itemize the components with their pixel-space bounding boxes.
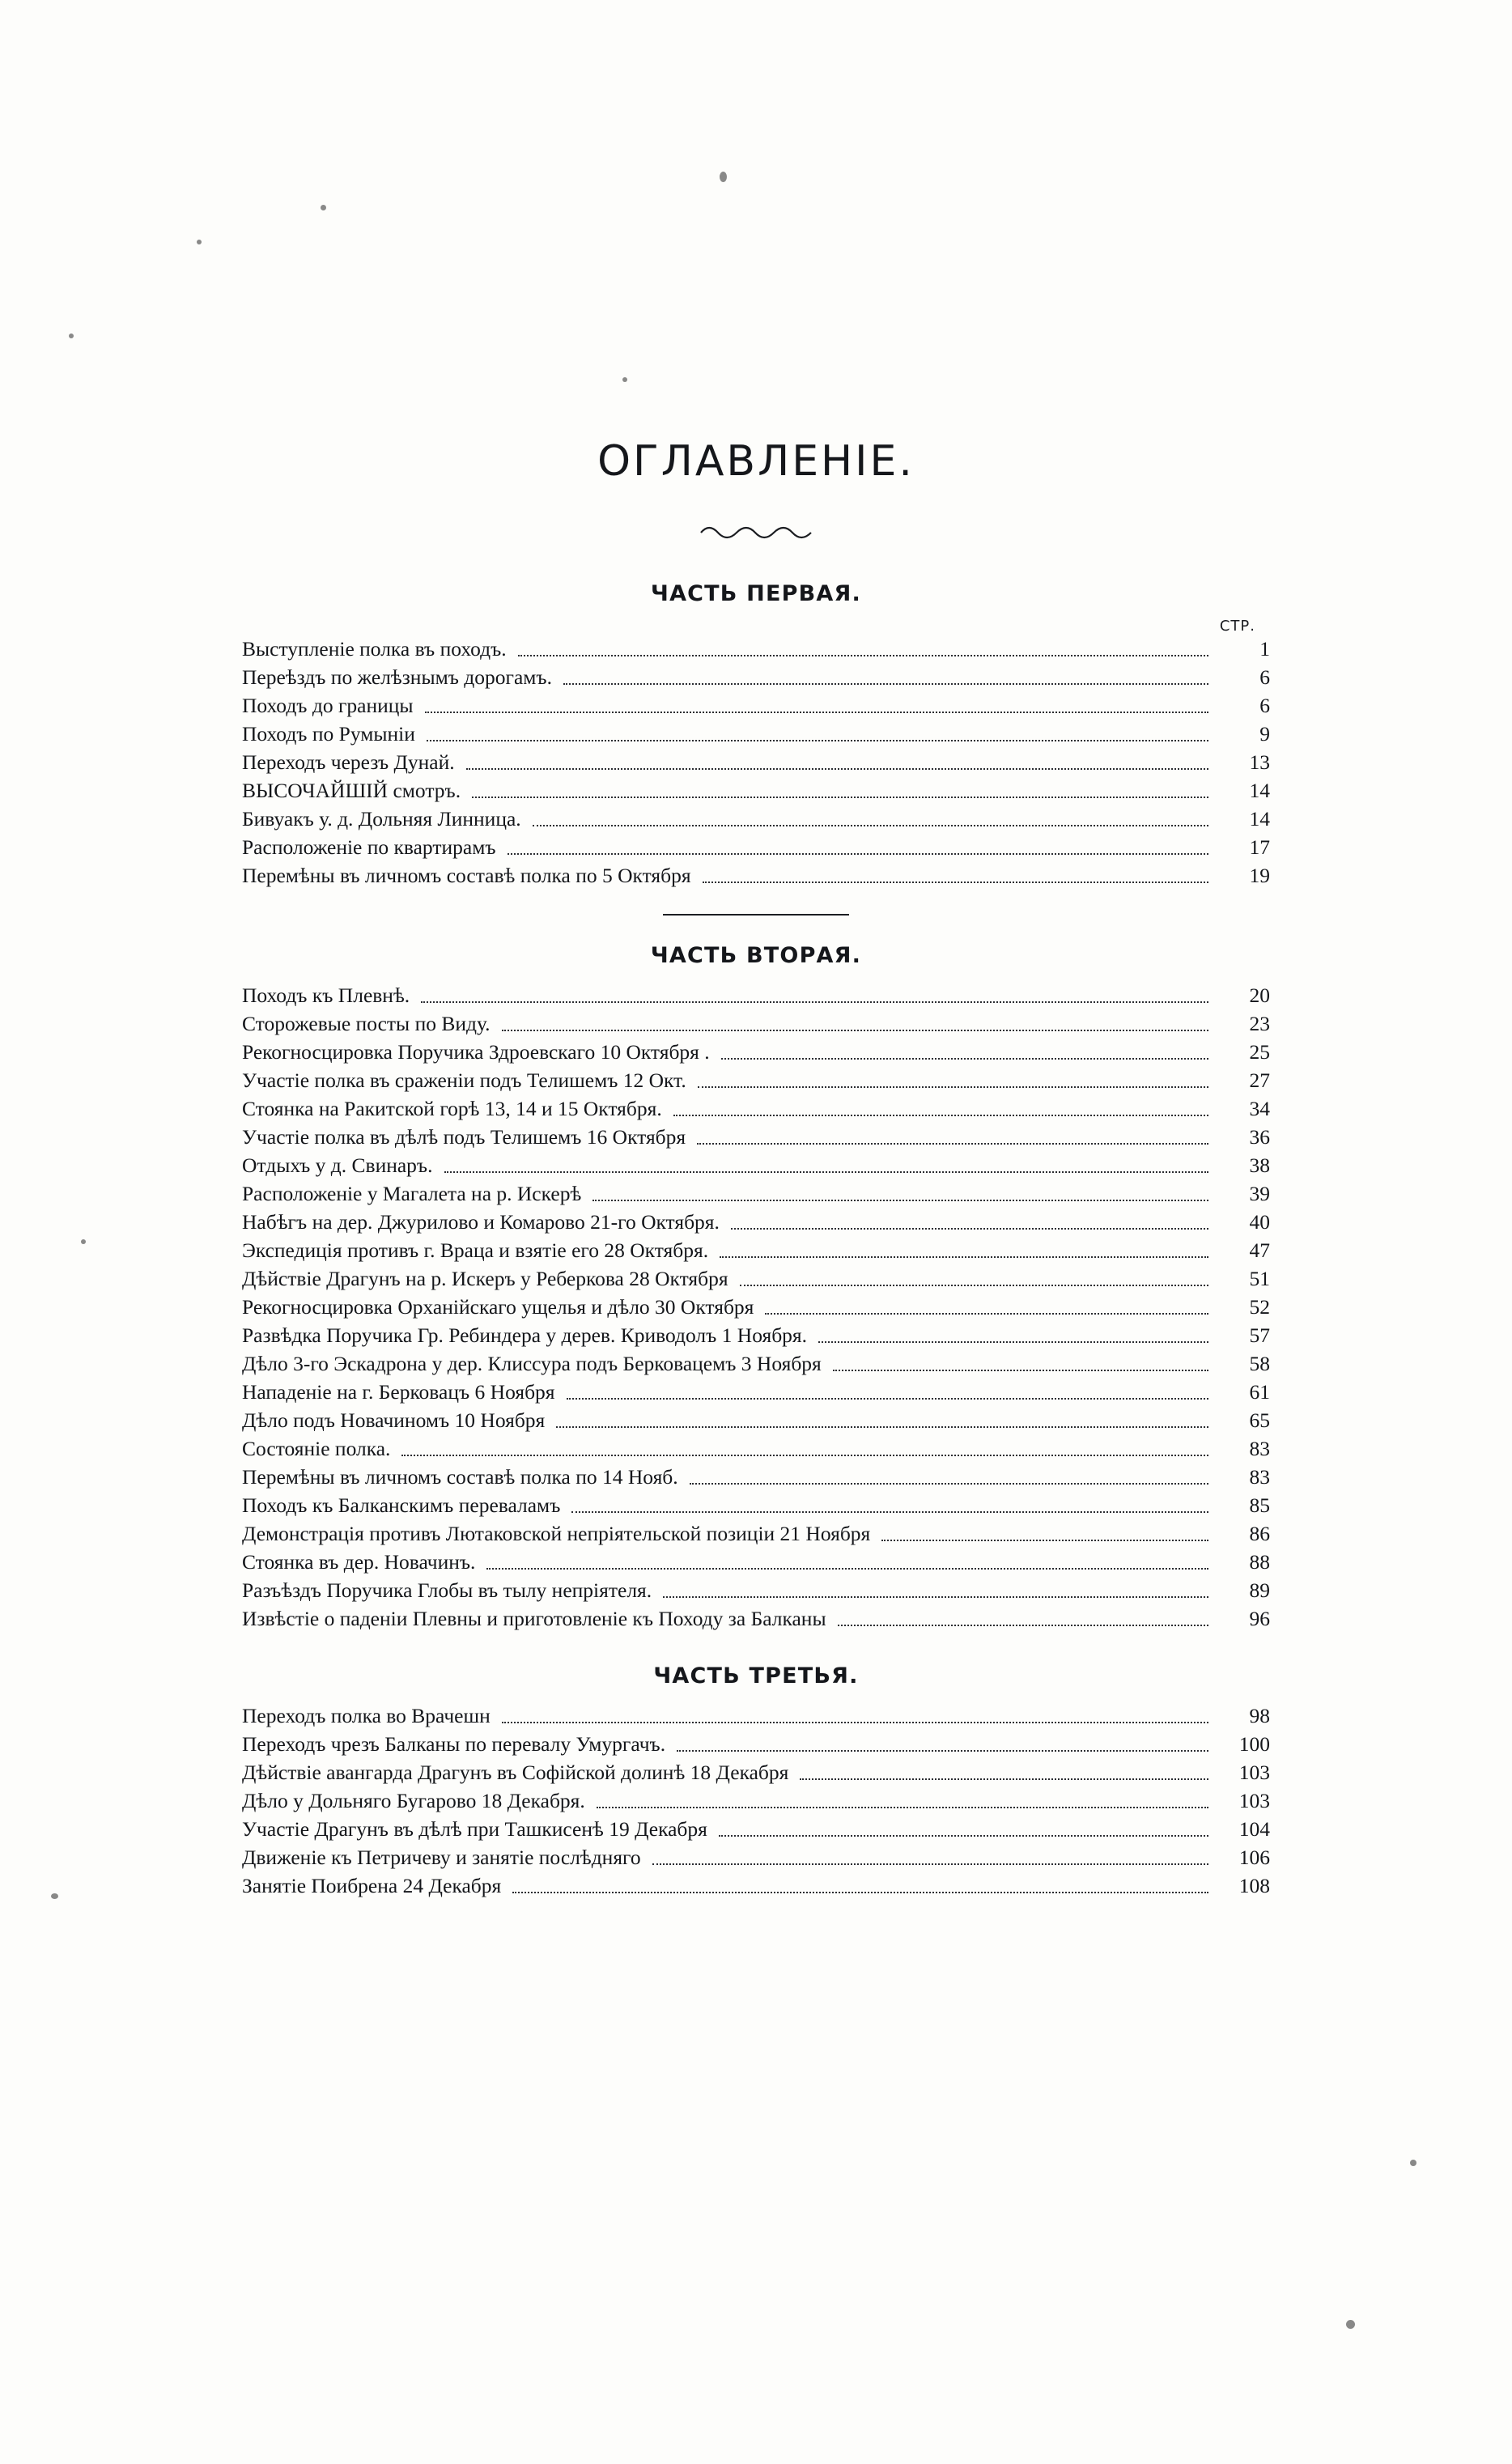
entry-title: Дѣло у Дольняго Бугарово 18 Декабря. bbox=[242, 1789, 585, 1812]
entry-title: Состояніе полка. bbox=[242, 1437, 391, 1460]
list-item[interactable] bbox=[242, 833, 1270, 861]
entry-page: 103 bbox=[1238, 1761, 1270, 1784]
part-one-block bbox=[242, 618, 1270, 890]
list-item[interactable] bbox=[242, 1786, 1270, 1815]
dot-leader bbox=[466, 768, 1208, 770]
entry-title: Походъ къ Балканскимъ переваламъ bbox=[242, 1493, 561, 1517]
dot-leader bbox=[518, 655, 1208, 656]
dot-leader bbox=[833, 1370, 1208, 1371]
entry-title: Походъ по Румыніи bbox=[242, 722, 415, 746]
toc-list-part-two bbox=[242, 981, 1270, 1633]
list-item[interactable] bbox=[242, 1604, 1270, 1633]
list-item[interactable] bbox=[242, 1434, 1270, 1463]
entry-page: 86 bbox=[1249, 1522, 1270, 1545]
entry-title: Переходъ полка во Врачешн bbox=[242, 1704, 491, 1727]
dot-leader bbox=[597, 1807, 1208, 1808]
part-one-heading: ЧАСТЬ ПЕРВАЯ. bbox=[651, 581, 861, 606]
entry-page: 6 bbox=[1259, 665, 1270, 689]
dot-leader bbox=[838, 1625, 1208, 1626]
entry-title: Рекогносцировка Орханійскаго ущелья и дѣло 30 Октября bbox=[242, 1295, 754, 1319]
entry-title: Развѣдка Поручика Гр. Ребиндера у дерев. Криводолъ 1 Ноября. bbox=[242, 1323, 808, 1347]
list-item[interactable] bbox=[242, 720, 1270, 748]
entry-page: 58 bbox=[1249, 1352, 1270, 1375]
dot-leader bbox=[703, 882, 1208, 883]
entry-page: 14 bbox=[1249, 779, 1270, 802]
entry-page: 27 bbox=[1249, 1068, 1270, 1092]
entry-title: Дѣйствіе Драгунъ на р. Искеръ у Реберкова 28 Октября bbox=[242, 1267, 728, 1290]
list-item[interactable] bbox=[242, 1349, 1270, 1378]
entry-page: 83 bbox=[1249, 1465, 1270, 1489]
entry-page: 98 bbox=[1249, 1704, 1270, 1727]
entry-title: Участіе полка въ дѣлѣ подъ Телишемъ 16 Октября bbox=[242, 1125, 686, 1149]
entry-page: 13 bbox=[1249, 750, 1270, 774]
list-item[interactable] bbox=[242, 1009, 1270, 1038]
list-item[interactable] bbox=[242, 981, 1270, 1009]
entry-title: Походъ къ Плевнѣ. bbox=[242, 983, 410, 1007]
entry-title: Движеніе къ Петричеву и занятіе послѣдняго bbox=[242, 1846, 641, 1869]
list-item[interactable] bbox=[242, 861, 1270, 890]
dot-leader bbox=[720, 1256, 1208, 1258]
entry-title: Экспедиція противъ г. Враца и взятіе его 28 Октября. bbox=[242, 1238, 709, 1262]
list-item[interactable] bbox=[242, 1463, 1270, 1491]
entry-title: Извѣстіе о паденіи Плевны и приготовленіе къ Походу за Балканы bbox=[242, 1607, 826, 1630]
entry-page: 88 bbox=[1249, 1550, 1270, 1574]
list-item[interactable] bbox=[242, 776, 1270, 805]
entry-title: Занятіе Поибрена 24 Декабря bbox=[242, 1874, 502, 1897]
entry-title: Участіе Драгунъ въ дѣлѣ при Ташкисенѣ 19 Декабря bbox=[242, 1817, 707, 1841]
entry-title: Переходъ чрезъ Балканы по перевалу Умургачъ. bbox=[242, 1732, 666, 1756]
dot-leader bbox=[425, 712, 1208, 713]
dot-leader bbox=[472, 797, 1208, 798]
entry-title: Демонстрація противъ Лютаковской непріятельской позиціи 21 Ноября bbox=[242, 1522, 871, 1545]
entry-title: Сторожевые посты по Виду. bbox=[242, 1012, 491, 1035]
entry-title: Набѣгъ на дер. Джурилово и Комарово 21-го Октября. bbox=[242, 1210, 720, 1234]
entry-title: Дѣло 3-го Эскадрона у дер. Клиссура подъ Берковацемъ 3 Ноября bbox=[242, 1352, 822, 1375]
list-item[interactable] bbox=[242, 1236, 1270, 1264]
entry-page: 40 bbox=[1249, 1210, 1270, 1234]
toc-list-part-one bbox=[242, 635, 1270, 890]
list-item[interactable] bbox=[242, 1871, 1270, 1900]
list-item[interactable] bbox=[242, 1406, 1270, 1434]
entry-title: Перемѣны въ личномъ составѣ полка по 5 Октября bbox=[242, 864, 691, 887]
entry-title: Бивуакъ у. д. Дольняя Линница. bbox=[242, 807, 521, 831]
dot-leader bbox=[427, 740, 1208, 741]
entry-page: 51 bbox=[1249, 1267, 1270, 1290]
entry-title: Отдыхъ у д. Свинаръ. bbox=[242, 1153, 433, 1177]
dot-leader bbox=[508, 853, 1208, 855]
dot-leader bbox=[663, 1596, 1208, 1598]
entry-title: Расположеніе по квартирамъ bbox=[242, 835, 496, 859]
entry-page: 39 bbox=[1249, 1182, 1270, 1205]
dot-leader bbox=[697, 1143, 1208, 1145]
entry-page: 38 bbox=[1249, 1153, 1270, 1177]
entry-page: 36 bbox=[1249, 1125, 1270, 1149]
dot-leader bbox=[567, 1398, 1208, 1400]
entry-page: 34 bbox=[1249, 1097, 1270, 1120]
list-item[interactable] bbox=[242, 1701, 1270, 1730]
list-item[interactable] bbox=[242, 1378, 1270, 1406]
entry-page: 9 bbox=[1259, 722, 1270, 746]
dot-leader bbox=[721, 1058, 1208, 1060]
list-item[interactable] bbox=[242, 1548, 1270, 1576]
entry-page: 100 bbox=[1238, 1732, 1270, 1756]
dot-leader bbox=[800, 1778, 1208, 1780]
page-title: ОГЛАВЛЕНІЕ. bbox=[597, 437, 915, 486]
part-two-block bbox=[242, 981, 1270, 1633]
entry-page: 17 bbox=[1249, 835, 1270, 859]
list-item[interactable] bbox=[242, 1321, 1270, 1349]
entry-title: Выступленіе полка въ походъ. bbox=[242, 637, 507, 661]
entry-page: 106 bbox=[1238, 1846, 1270, 1869]
entry-title: Нападеніе на г. Берковацъ 6 Ноября bbox=[242, 1380, 555, 1404]
list-item[interactable] bbox=[242, 1519, 1270, 1548]
list-item[interactable] bbox=[242, 1264, 1270, 1293]
entry-title: Рекогносцировка Поручика Здроевскаго 10 Октября . bbox=[242, 1040, 710, 1064]
entry-title: Перемѣны въ личномъ составѣ полка по 14 Нояб. bbox=[242, 1465, 678, 1489]
entry-page: 20 bbox=[1249, 983, 1270, 1007]
dot-leader bbox=[502, 1030, 1208, 1031]
dot-leader bbox=[719, 1835, 1208, 1837]
entry-title: Стоянка въ дер. Новачинъ. bbox=[242, 1550, 476, 1574]
dot-leader bbox=[421, 1001, 1208, 1003]
entry-page: 104 bbox=[1238, 1817, 1270, 1841]
entry-page: 6 bbox=[1259, 694, 1270, 717]
entry-page: 83 bbox=[1249, 1437, 1270, 1460]
entry-page: 103 bbox=[1238, 1789, 1270, 1812]
dot-leader bbox=[486, 1568, 1208, 1570]
list-item[interactable] bbox=[242, 1815, 1270, 1843]
dot-leader bbox=[652, 1863, 1208, 1865]
entry-page: 1 bbox=[1259, 637, 1270, 661]
entry-title: Расположеніе у Магалета на р. Искерѣ bbox=[242, 1182, 582, 1205]
list-item[interactable] bbox=[242, 1293, 1270, 1321]
entry-title: ВЫСОЧАЙШІЙ смотръ. bbox=[242, 779, 461, 802]
entry-title: Переѣздъ по желѣзнымъ дорогамъ. bbox=[242, 665, 552, 689]
entry-page: 14 bbox=[1249, 807, 1270, 831]
entry-page: 47 bbox=[1249, 1238, 1270, 1262]
entry-title: Переходъ черезъ Дунай. bbox=[242, 750, 455, 774]
list-item[interactable] bbox=[242, 1208, 1270, 1236]
entry-title: Дѣйствіе авангарда Драгунъ въ Софійской долинѣ 18 Декабря bbox=[242, 1761, 789, 1784]
dot-leader bbox=[690, 1483, 1208, 1485]
list-item[interactable] bbox=[242, 1066, 1270, 1094]
dot-leader bbox=[731, 1228, 1208, 1230]
list-item[interactable] bbox=[242, 1179, 1270, 1208]
entry-page: 19 bbox=[1249, 864, 1270, 887]
dot-leader bbox=[556, 1426, 1208, 1428]
scan-speck bbox=[1346, 2320, 1355, 2329]
list-item[interactable] bbox=[242, 691, 1270, 720]
toc-list-part-three bbox=[242, 1701, 1270, 1900]
entry-page: 65 bbox=[1249, 1408, 1270, 1432]
dot-leader bbox=[765, 1313, 1208, 1315]
list-item[interactable] bbox=[242, 1758, 1270, 1786]
entry-page: 52 bbox=[1249, 1295, 1270, 1319]
dot-leader bbox=[740, 1285, 1208, 1286]
entry-page: 23 bbox=[1249, 1012, 1270, 1035]
dot-leader bbox=[512, 1892, 1208, 1893]
entry-page: 96 bbox=[1249, 1607, 1270, 1630]
entry-title: Разъѣздъ Поручика Глобы въ тылу непріятеля. bbox=[242, 1578, 652, 1602]
scan-speck bbox=[1410, 2160, 1416, 2166]
list-item[interactable] bbox=[242, 1576, 1270, 1604]
dot-leader bbox=[698, 1086, 1208, 1088]
ornament-squiggle bbox=[699, 521, 813, 539]
entry-page: 57 bbox=[1249, 1323, 1270, 1347]
list-item[interactable] bbox=[242, 805, 1270, 833]
dot-leader bbox=[401, 1455, 1208, 1456]
dot-leader bbox=[563, 683, 1208, 685]
entry-title: Стоянка на Ракитской горѣ 13, 14 и 15 Октября. bbox=[242, 1097, 662, 1120]
entry-page: 25 bbox=[1249, 1040, 1270, 1064]
entry-page: 108 bbox=[1238, 1874, 1270, 1897]
list-item[interactable] bbox=[242, 1843, 1270, 1871]
list-item[interactable] bbox=[242, 1730, 1270, 1758]
list-item[interactable] bbox=[242, 1094, 1270, 1123]
dot-leader bbox=[533, 825, 1208, 826]
list-item[interactable] bbox=[242, 1491, 1270, 1519]
entry-title: Походъ до границы bbox=[242, 694, 414, 717]
part-three-heading: ЧАСТЬ ТРЕТЬЯ. bbox=[653, 1663, 859, 1689]
list-item[interactable] bbox=[242, 663, 1270, 691]
dot-leader bbox=[818, 1341, 1208, 1343]
list-item[interactable] bbox=[242, 748, 1270, 776]
entry-title: Дѣло подъ Новачиномъ 10 Ноября bbox=[242, 1408, 546, 1432]
entry-page: 61 bbox=[1249, 1380, 1270, 1404]
page-column-header: СТР. bbox=[1219, 618, 1255, 635]
section-divider bbox=[663, 914, 849, 916]
entry-page: 85 bbox=[1249, 1493, 1270, 1517]
dot-leader bbox=[592, 1200, 1208, 1201]
dot-leader bbox=[571, 1511, 1208, 1513]
list-item[interactable] bbox=[242, 1123, 1270, 1151]
list-item[interactable] bbox=[242, 635, 1270, 663]
dot-leader bbox=[444, 1171, 1209, 1173]
part-two-heading: ЧАСТЬ ВТОРАЯ. bbox=[650, 943, 862, 968]
list-item[interactable] bbox=[242, 1038, 1270, 1066]
dot-leader bbox=[677, 1750, 1208, 1752]
entry-title: Участіе полка въ сраженіи подъ Телишемъ 12 Окт. bbox=[242, 1068, 686, 1092]
entry-page: 89 bbox=[1249, 1578, 1270, 1602]
part-three-block bbox=[242, 1701, 1270, 1900]
dot-leader bbox=[673, 1115, 1208, 1116]
list-item[interactable] bbox=[242, 1151, 1270, 1179]
dot-leader bbox=[502, 1722, 1208, 1723]
dot-leader bbox=[881, 1540, 1208, 1541]
